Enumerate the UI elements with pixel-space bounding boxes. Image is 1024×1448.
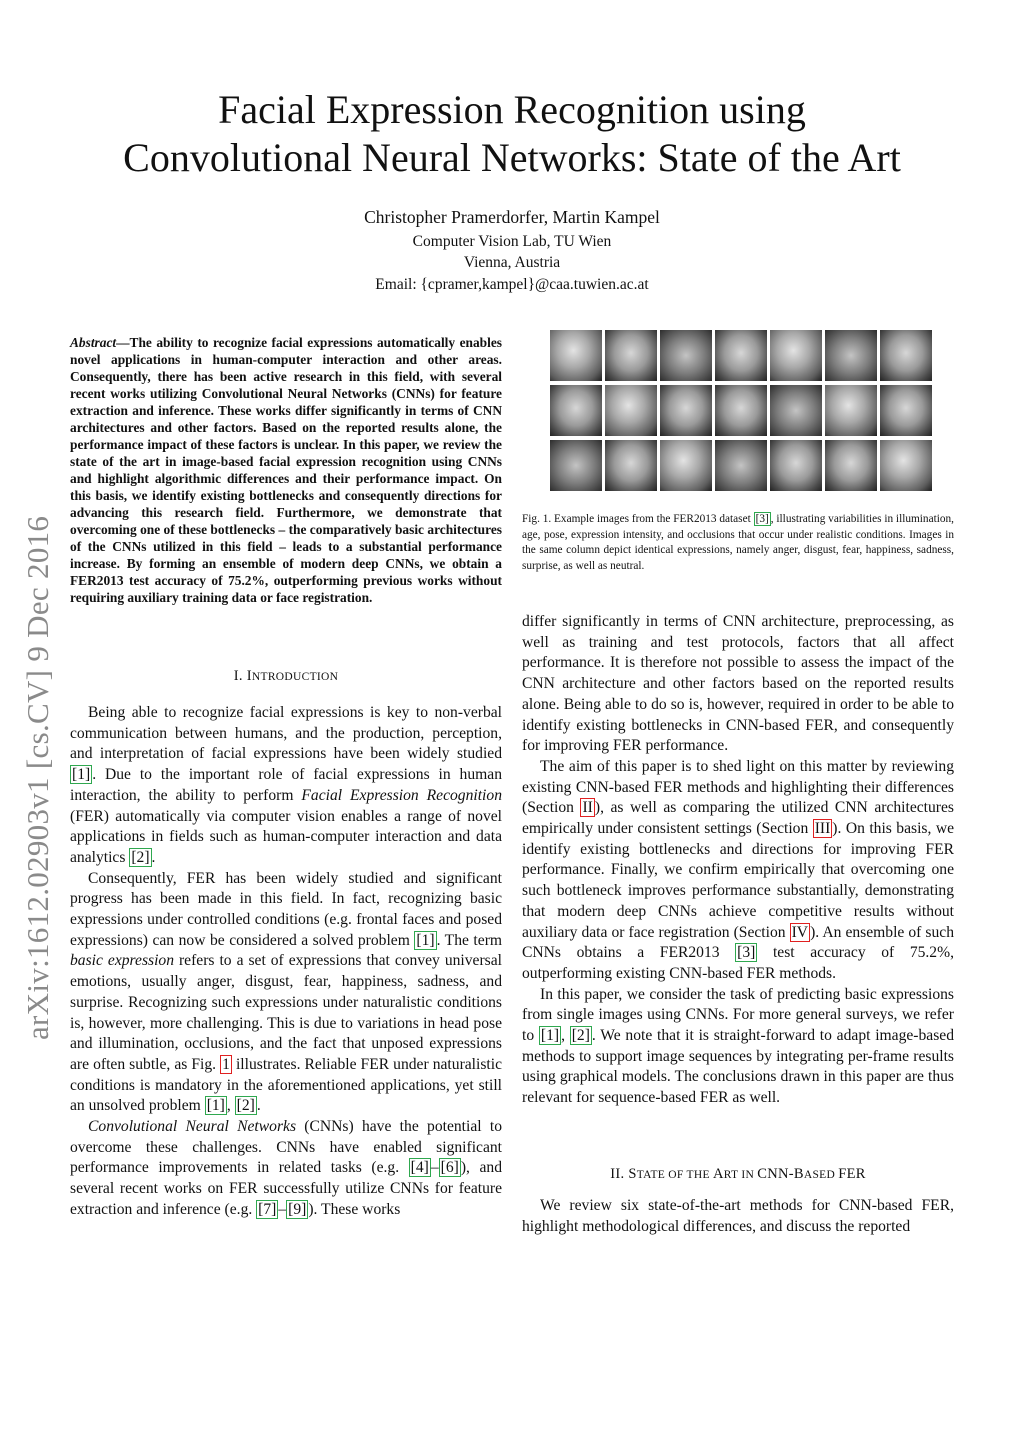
right-column-body bbox=[522, 612, 954, 1109]
citation-link[interactable]: [3] bbox=[755, 513, 769, 525]
face-image bbox=[715, 440, 767, 491]
face-image bbox=[660, 330, 712, 381]
citation-link[interactable]: [2] bbox=[571, 1027, 590, 1045]
citation-link[interactable]: [2] bbox=[131, 848, 150, 866]
title-line-1: Facial Expression Recognition using bbox=[218, 87, 806, 132]
title-line-2: Convolutional Neural Networks: State of the Art bbox=[123, 135, 901, 180]
intro-paragraph-1: Being able to recognize facial expressions is key to non-verbal communication between humans, and the production, perception, and interpretation of facial expressions have been widely studied [1] . Due to the important role of facial expressions in human interaction, the ability to perform Facial Expression Recognition (FER) automatically via computer vision enables a range of novel applications in fields such as human-computer interaction and data analytics [2] . bbox=[70, 704, 502, 866]
paragraph-aim: The aim of this paper is to shed light on this matter by reviewing existing CNN-based FER methods and highlighting their differences (Section II ), as well as comparing the utilized CNN architectures empirically under consistent settings (Section III ). On this basis, we identify existing bottlenecks and directions for improving FER performance. Finally, we confirm empirically that overcoming one such bottleneck improves performance substantially, demonstrating that modern deep CNNs achieve competitive results without auxiliary data or face registration (Section IV ). An ensemble of such CNNs obtains a FER2013 [3] test accuracy of 75.2%, outperforming existing CNN-based FER methods. bbox=[522, 757, 955, 982]
face-image bbox=[770, 385, 822, 436]
citation-link[interactable]: [7] bbox=[258, 1200, 277, 1218]
face-image bbox=[550, 330, 602, 381]
face-image bbox=[550, 440, 602, 491]
face-image bbox=[605, 385, 657, 436]
face-image bbox=[605, 330, 657, 381]
face-image bbox=[770, 440, 822, 491]
affiliation: Computer Vision Lab, TU Wien bbox=[412, 233, 612, 250]
intro-body bbox=[70, 703, 502, 1221]
abstract-text: —The ability to recognize facial expressions automatically enables novel applications in human-computer interaction and other areas. Consequently, there has been active research in this field, with several recent works utilizing Convolutional Neural Networks (CNNs) for feature extraction and inference. These works differ significantly in terms of CNN architectures and other factors. Based on the reported results alone, the performance impact of these factors is unclear. In this paper, we review the state of the art in image-based facial expression recognition using CNNs and highlight algorithmic differences and their performance impact. On this basis, we identify existing bottlenecks and consequently directions for advancing this research field. Furthermore, we demonstrate that overcoming one of these bottlenecks – the comparatively basic architectures of the CNNs utilized in this field – leads to a substantial performance increase. By forming an ensemble of modern deep CNNs, we obtain a FER2013 test accuracy of 75.2%, outperforming previous works without requiring auxiliary training data or face registration. bbox=[70, 335, 502, 605]
arxiv-identifier: arXiv:1612.02903v1 [cs.CV] 9 Dec 2016 bbox=[20, 515, 55, 1040]
citation-link[interactable]: [2] bbox=[236, 1097, 255, 1115]
citation-link[interactable]: [1] bbox=[540, 1027, 560, 1045]
face-image bbox=[715, 330, 767, 381]
location: Vienna, Austria bbox=[463, 254, 561, 271]
face-image bbox=[825, 440, 877, 491]
citation-link[interactable]: [1] bbox=[206, 1097, 225, 1115]
section-link[interactable]: III bbox=[814, 820, 831, 838]
figure-1-caption: Fig. 1. Example images from the FER2013 dataset [3] , illustrating variabilities in illumination, age, pose, expression intensity, and occlusions that occur under realistic conditions. Images in the same column depict identical expressions, namely anger, disgust, fear, happiness, sadness, surprise, as well as neutral. bbox=[522, 513, 954, 572]
face-image bbox=[825, 385, 877, 436]
face-image bbox=[880, 330, 932, 381]
authors: Christopher Pramerdorfer, Martin Kampel bbox=[364, 207, 660, 227]
section-link[interactable]: IV bbox=[791, 923, 809, 941]
face-image bbox=[660, 440, 712, 491]
paragraph-review: We review six state-of-the-art methods for CNN-based FER, highlight methodological differences, and discuss the reported bbox=[522, 1197, 954, 1235]
fer2013-example-images bbox=[550, 330, 930, 495]
citation-link[interactable]: [4] bbox=[410, 1159, 429, 1177]
face-image bbox=[825, 330, 877, 381]
paragraph-continued: differ significantly in terms of CNN architecture, preprocessing, as well as training and test protocols, factors that all affect performance. It is therefore not possible to assess the impact of the CNN architecture and other factors based on the reported results alone. Being able to do so is, however, required in order to be able to identify existing bottlenecks in CNN-based FER, and consequently for improving FER performance. bbox=[522, 613, 954, 755]
face-image bbox=[715, 385, 767, 436]
abstract bbox=[70, 334, 502, 606]
section-introduction-heading: I. INTRODUCTION bbox=[233, 668, 339, 684]
face-image bbox=[880, 385, 932, 436]
citation-link[interactable]: [1] bbox=[416, 931, 435, 949]
citation-link[interactable]: [9] bbox=[288, 1200, 307, 1218]
state-of-art-body bbox=[522, 1196, 954, 1237]
citation-link[interactable]: [3] bbox=[737, 944, 756, 962]
paper-title bbox=[60, 86, 964, 182]
intro-paragraph-3: Convolutional Neural Networks (CNNs) have the potential to overcome these challenges. CNNs have enabled significant performance improvements in related tasks (e.g. [4] – [6] ), and several recent works on FER successfully utilize CNNs for feature extraction and inference (e.g. [7] – [9] ). These works bbox=[70, 1118, 502, 1218]
face-image bbox=[550, 385, 602, 436]
face-image bbox=[660, 385, 712, 436]
section-link[interactable]: II bbox=[582, 799, 593, 817]
figure-link[interactable]: 1 bbox=[222, 1055, 230, 1073]
paragraph-scope: In this paper, we consider the task of predicting basic expressions from single images using CNNs. For more general surveys, we refer to [1] , [2] . We note that it is straight-forward to adapt image-based methods to support image sequences by integrating per-frame results using graphical models. The conclusions drawn in this paper are thus relevant for sequence-based FER as well. bbox=[522, 985, 954, 1107]
section-state-of-art-heading: II. STATE OF THE ART IN CNN-BASED FER bbox=[610, 1166, 866, 1182]
citation-link[interactable]: [1] bbox=[72, 766, 91, 784]
abstract-label: Abstract bbox=[70, 335, 117, 350]
email: Email: {cpramer,kampel}@caa.tuwien.ac.at bbox=[375, 276, 649, 293]
face-image bbox=[770, 330, 822, 381]
face-image bbox=[880, 440, 932, 491]
citation-link[interactable]: [6] bbox=[440, 1159, 459, 1177]
face-image bbox=[605, 440, 657, 491]
intro-paragraph-2: Consequently, FER has been widely studied and significant progress has been made in this field. In fact, recognizing basic expressions under controlled conditions (e.g. frontal faces and posed expressions) can now be considered a solved problem [1] . The term basic expression refers to a set of expressions that convey universal emotions, usually anger, disgust, fear, happiness, sadness, and surprise. Recognizing such expressions under naturalistic conditions is, however, more challenging. This is due to variations in head pose and illumination, occlusions, and the fact that unposed expressions are often subtle, as Fig. 1 illustrates. Reliable FER under naturalistic conditions is mandatory in the aforementioned applications, yet still an unsolved problem [1] , [2] . bbox=[70, 869, 503, 1115]
